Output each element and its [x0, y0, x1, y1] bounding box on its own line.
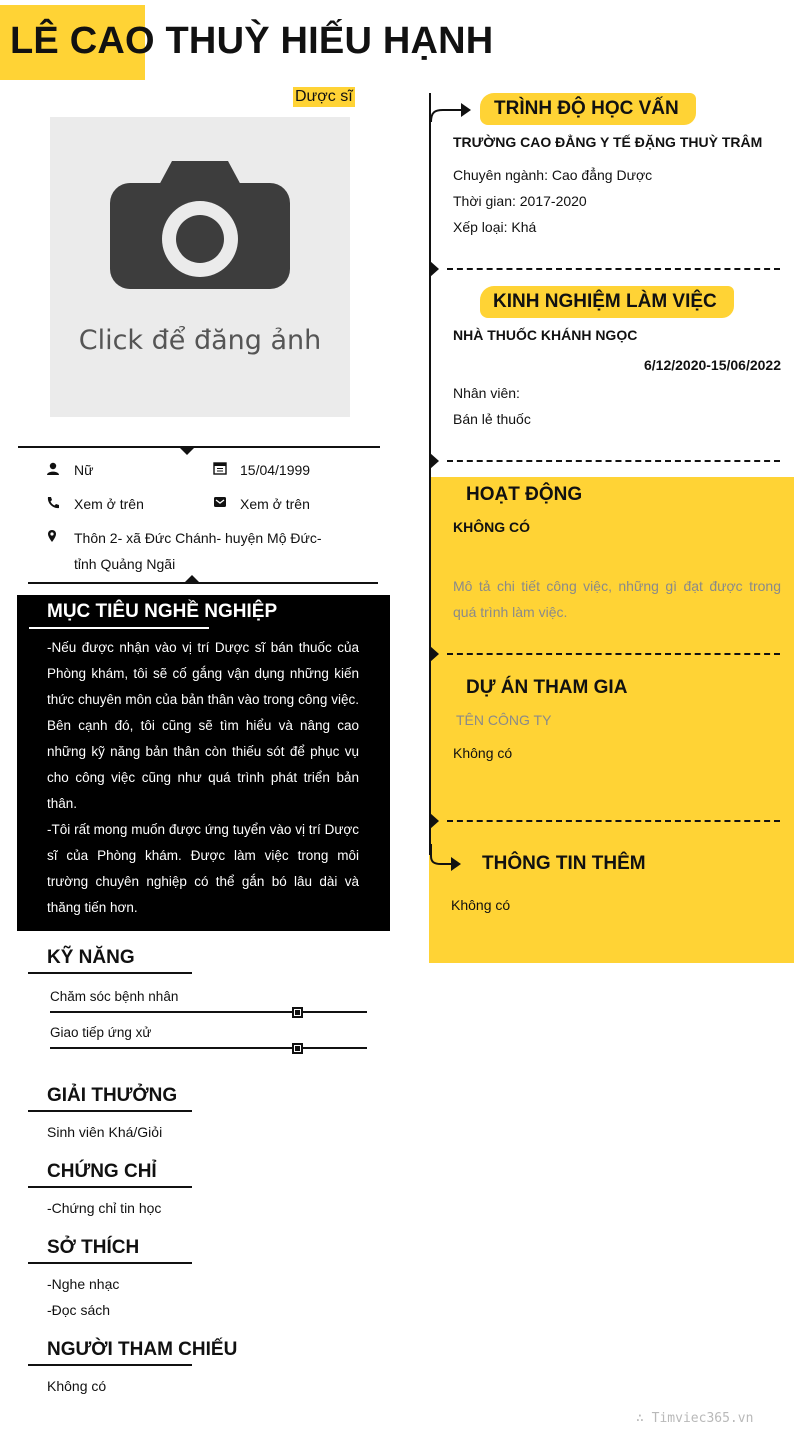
- references-text[interactable]: Không có: [47, 1378, 107, 1394]
- education-title: TRÌNH ĐỘ HỌC VẤN: [494, 98, 679, 119]
- hobby-item[interactable]: -Nghe nhạc: [47, 1276, 120, 1292]
- title-underline: [28, 1110, 192, 1112]
- education-time[interactable]: Thời gian: 2017-2020: [453, 193, 587, 209]
- activities-organization[interactable]: KHÔNG CÓ: [453, 519, 530, 535]
- divider: [28, 582, 378, 584]
- section-title: MỤC TIÊU NGHỀ NGHIỆP: [47, 601, 278, 622]
- awards-text[interactable]: Sinh viên Khá/Giỏi: [47, 1124, 163, 1140]
- title-underline: [28, 1262, 192, 1264]
- address-line-1[interactable]: Thôn 2- xã Đức Chánh- huyện Mộ Đức-: [74, 530, 322, 546]
- watermark: ∴ Timviec365.vn: [636, 1411, 754, 1426]
- arrow-right-icon: [429, 842, 463, 876]
- experience-role[interactable]: Nhân viên:: [453, 385, 520, 401]
- education-rank[interactable]: Xếp loại: Khá: [453, 219, 537, 235]
- skill-name: Giao tiếp ứng xử: [50, 1025, 152, 1040]
- camera-icon: [110, 161, 290, 291]
- projects-title: DỰ ÁN THAM GIA: [466, 677, 628, 698]
- awards-title: GIẢI THƯỞNG: [47, 1085, 178, 1106]
- objective-paragraph-1: -Nếu được nhận vào vị trí Dược sĩ bán thuốc của Phòng khám, tôi sẽ cố gắng vận dụng những kiến thức chuyên môn của bản thân vào trong công việc. Bên cạnh đó, tôi cũng sẽ tìm hiểu và nâng cao những kỹ năng bản thân còn thiếu sót để phục vụ cho công việc cũng như quá trình phát triển bản thân.: [47, 640, 359, 811]
- hobbies-title: SỞ THÍCH: [47, 1237, 140, 1258]
- certificates-text[interactable]: -Chứng chỉ tin học: [47, 1200, 162, 1216]
- project-company[interactable]: TÊN CÔNG TY: [456, 712, 552, 728]
- calendar-icon: [213, 461, 227, 475]
- gender-value[interactable]: Nữ: [74, 462, 94, 478]
- references-title: NGƯỜI THAM CHIẾU: [47, 1339, 238, 1360]
- candidate-name[interactable]: LÊ CAO THUỲ HIẾU HẠNH: [10, 20, 494, 62]
- title-underline: [28, 1186, 192, 1188]
- skill-name: Chăm sóc bệnh nhân: [50, 989, 179, 1004]
- objective-paragraph-2: -Tôi rất mong muốn được ứng tuyển vào vị trí Dược sĩ của Phòng khám. Được làm việc trong môi trường chuyên nghiệp có thể gắn bó lâu dài và thăng tiến hơn.: [47, 822, 359, 915]
- objective-text[interactable]: [47, 635, 359, 921]
- skill-slider-handle[interactable]: [292, 1043, 303, 1054]
- section-divider: [447, 653, 780, 655]
- certificates-title: CHỨNG CHỈ: [47, 1161, 157, 1182]
- birthday-value[interactable]: 15/04/1999: [240, 462, 311, 478]
- title-underline: [28, 1364, 192, 1366]
- timeline-marker: [430, 646, 439, 662]
- experience-duty[interactable]: Bán lẻ thuốc: [453, 411, 531, 427]
- section-divider: [447, 820, 780, 822]
- location-pin-icon: [45, 529, 59, 543]
- arrow-right-icon: [429, 98, 473, 124]
- experience-title: KINH NGHIỆM LÀM VIỆC: [493, 291, 717, 312]
- timeline-marker: [430, 453, 439, 469]
- activities-title: HOẠT ĐỘNG: [466, 484, 583, 505]
- additional-info-text[interactable]: Không có: [451, 897, 511, 913]
- activities-description[interactable]: Mô tả chi tiết công việc, những gì đạt được trong quá trình làm việc.: [453, 578, 781, 620]
- email-value[interactable]: Xem ở trên: [240, 496, 310, 512]
- timeline-line: [429, 93, 431, 855]
- skills-title: KỸ NĂNG: [47, 947, 135, 968]
- career-objective-section: [17, 595, 390, 931]
- phone-value[interactable]: Xem ở trên: [74, 496, 144, 512]
- photo-upload-label: Click để đăng ảnh: [78, 325, 322, 356]
- title-underline: [29, 627, 209, 629]
- position-title[interactable]: Dược sĩ: [295, 88, 353, 105]
- divider: [18, 446, 380, 448]
- phone-icon: [46, 496, 60, 510]
- section-divider: [447, 460, 780, 462]
- address-line-2[interactable]: tỉnh Quảng Ngãi: [74, 556, 176, 572]
- skill-bar: [50, 1047, 367, 1049]
- skill-bar: [50, 1011, 367, 1013]
- projects-text[interactable]: Không có: [453, 745, 513, 761]
- experience-company[interactable]: NHÀ THUỐC KHÁNH NGỌC: [453, 327, 638, 343]
- title-underline: [28, 972, 192, 974]
- section-divider: [447, 268, 780, 270]
- user-icon: [46, 462, 60, 476]
- education-school[interactable]: TRƯỜNG CAO ĐẲNG Y TẾ ĐẶNG THUỲ TRÂM: [453, 134, 763, 150]
- hobby-item[interactable]: -Đọc sách: [47, 1302, 111, 1318]
- education-major[interactable]: Chuyên ngành: Cao đẳng Dược: [453, 167, 653, 183]
- timeline-marker: [430, 813, 439, 829]
- divider-marker: [179, 447, 195, 455]
- additional-info-title: THÔNG TIN THÊM: [482, 853, 646, 874]
- photo-upload[interactable]: [50, 117, 350, 417]
- skill-slider-handle[interactable]: [292, 1007, 303, 1018]
- email-icon: [213, 495, 227, 509]
- experience-dates[interactable]: 6/12/2020-15/06/2022: [643, 357, 781, 373]
- timeline-marker: [430, 261, 439, 277]
